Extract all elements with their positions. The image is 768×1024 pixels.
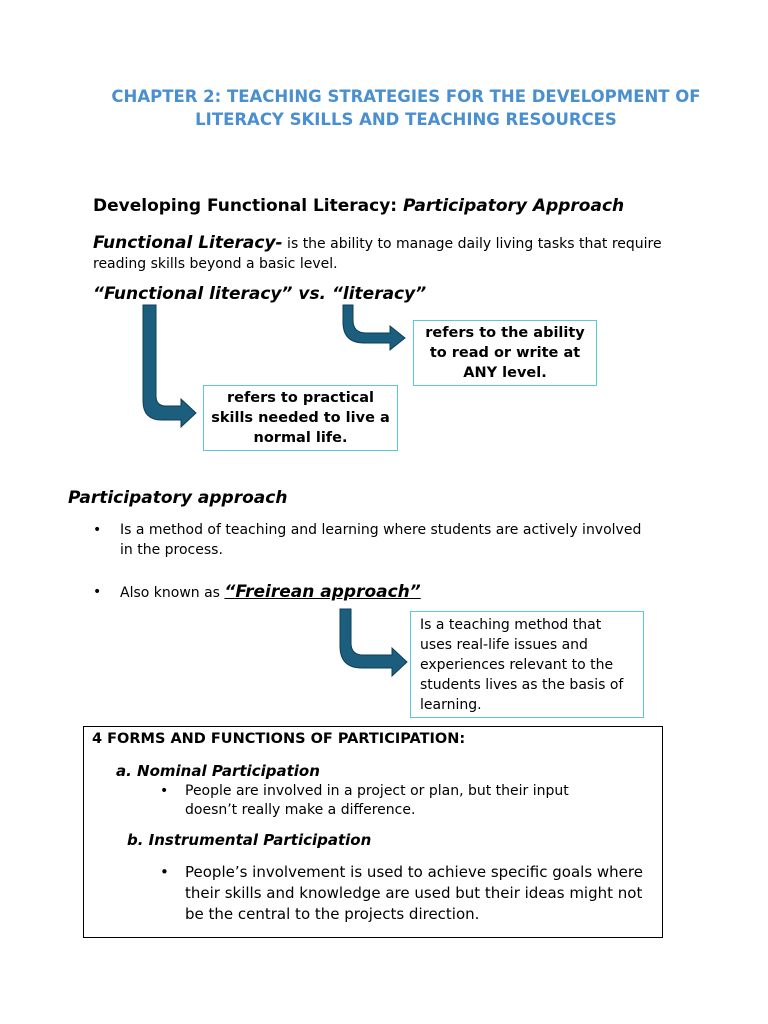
bullet-text <box>120 582 421 603</box>
bullet-prefix: Also known as <box>120 585 225 601</box>
bent-arrow-icon <box>143 305 196 427</box>
freirean-term: “Freirean approach” <box>224 582 421 602</box>
bullet-icon: • <box>160 783 169 799</box>
chapter-title: CHAPTER 2: TEACHING STRATEGIES FOR THE DEVELOPMENT OF LITERACY SKILLS AND TEACHING RESOURCES <box>111 87 701 129</box>
literacy-callout: refers to the ability to read or write at ANY level. <box>413 320 597 386</box>
section-heading <box>93 196 624 216</box>
bent-arrow-icon <box>343 305 405 350</box>
instrumental-heading: b. Instrumental Participation <box>127 831 372 849</box>
section-heading-plain: Developing Functional Literacy: <box>93 196 403 216</box>
functional-literacy-term: Functional Literacy- <box>93 233 283 253</box>
section-heading-italic: Participatory Approach <box>403 196 625 216</box>
forms-title: 4 FORMS AND FUNCTIONS OF PARTICIPATION: <box>92 731 466 747</box>
list-item <box>93 520 653 560</box>
bullet-text: People are involved in a project or plan, but their input doesn’t really make a difference. <box>185 783 569 818</box>
bullet-text: Is a method of teaching and learning where students are actively involved in the process. <box>120 522 642 558</box>
bullet-icon: • <box>93 584 102 600</box>
list-item <box>93 580 653 604</box>
participatory-heading: Participatory approach <box>68 488 288 508</box>
freirean-callout: Is a teaching method that uses real-life issues and experiences relevant to the students lives as the basis of learning. <box>410 611 644 718</box>
bullet-icon: • <box>93 522 102 538</box>
functional-literacy-callout: refers to practical skills needed to live a normal life. <box>203 385 398 451</box>
bullet-text: People’s involvement is used to achieve specific goals where their skills and knowledge are used but their ideas might not be the central to the projects direction. <box>185 863 643 923</box>
nominal-heading: a. Nominal Participation <box>116 762 320 780</box>
functional-literacy-definition <box>93 233 693 274</box>
functional-literacy-text: is the ability to manage daily living tasks that require reading skills beyond a basic level. <box>93 236 662 272</box>
comparison-heading: “Functional literacy” vs. “literacy” <box>93 284 427 304</box>
bullet-icon: • <box>160 863 169 881</box>
bent-arrow-icon <box>340 609 407 676</box>
